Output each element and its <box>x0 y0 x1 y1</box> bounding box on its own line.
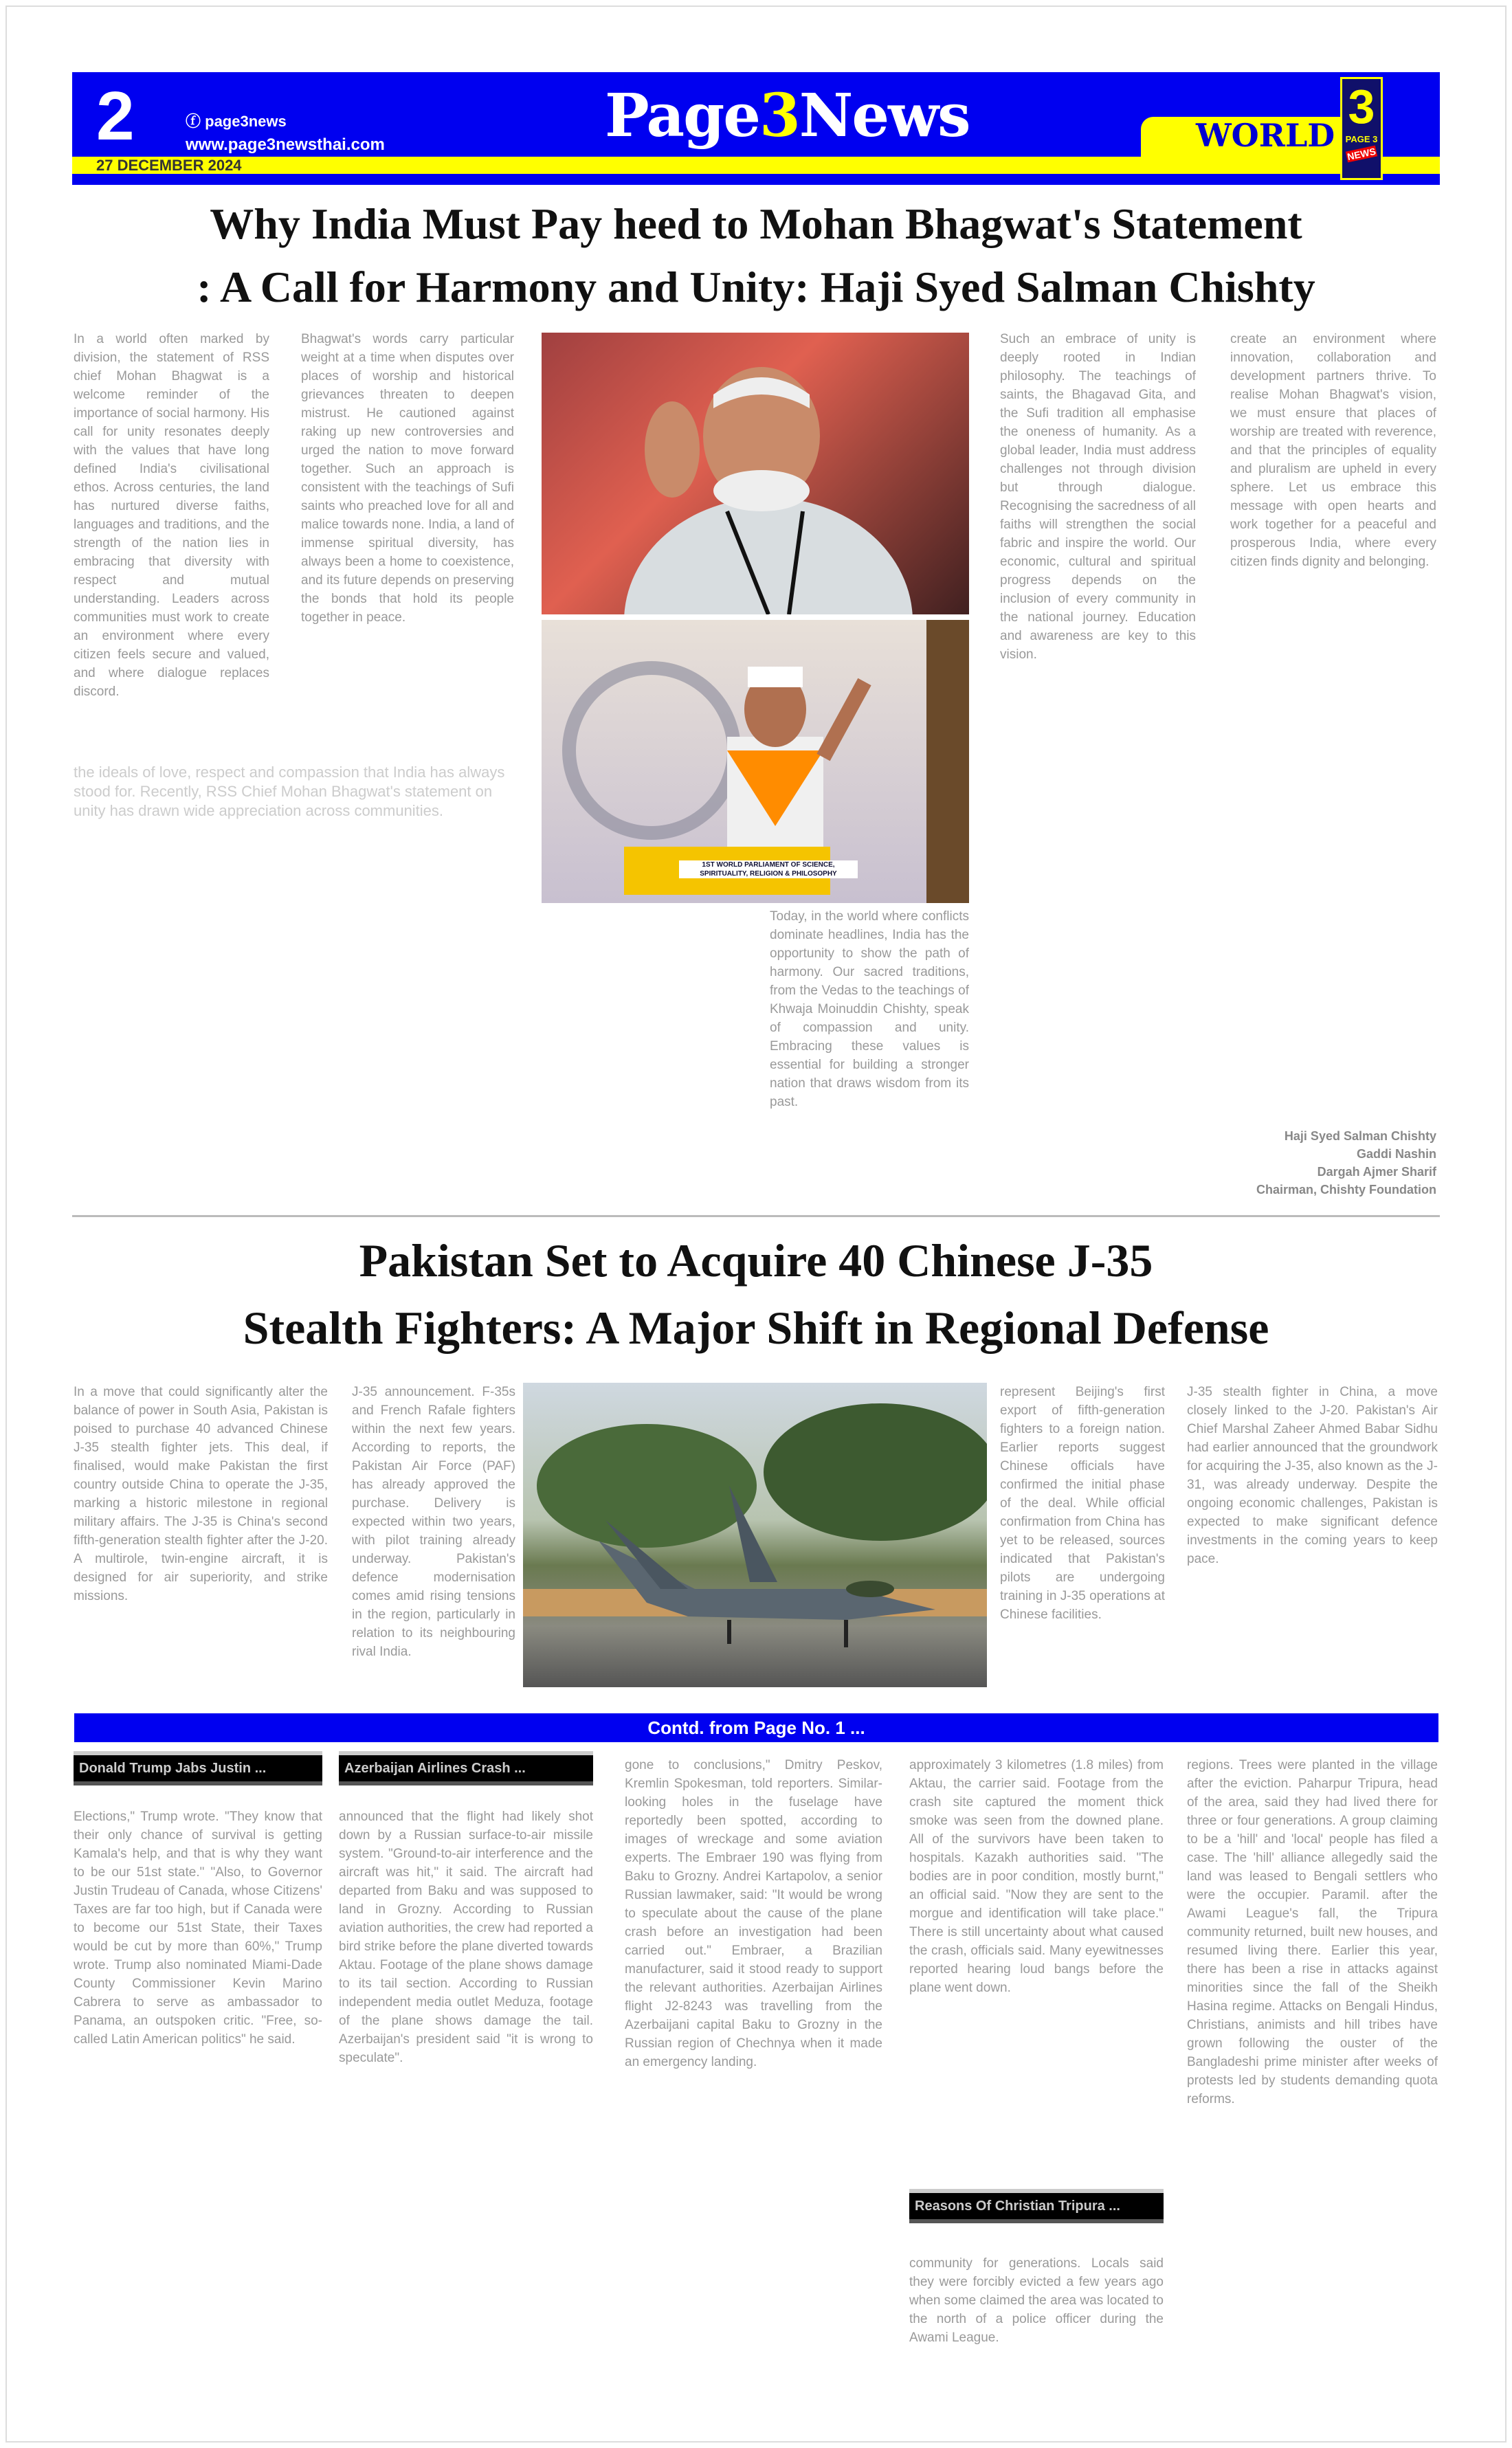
facebook-icon: ⓕ <box>186 113 205 130</box>
article1-column-1: In a world often marked by division, the statement of RSS chief Mohan Bhagwat is a welcome reminder of the importance of social harmony. His call for unity resonates deeply with the values that have long defined India's civilisational ethos. Across centuries, the land has nurtured diverse faiths, languages and traditions, and the strength of the nation lies in embracing that diversity with respect and mutual understanding. Leaders across communities must work to create an environment where every citizen feels secure and valued, and where dialogue replaces discord. <box>74 332 269 699</box>
article1-column-2: Bhagwat's words carry particular weight at a time when disputes over places of worship and historical grievances threaten to deepen mistrust. He cautioned against raking up new controversies and urged the nation to move forward together. Such an approach is consistent with the teachings of Sufi saints who preached love for all and malice towards none. India, a land of immense spiritual diversity, has always been a home to coexistence, and its future depends on preserving the bonds that hold its people together in peace. <box>301 332 514 625</box>
author-signature: Haji Syed Salman Chishty Gaddi Nashin Dargah Ajmer Sharif Chairman, Chishty Foundation <box>1256 1129 1436 1197</box>
article1-headline: Why India Must Pay heed to Mohan Bhagwat's Statement : A Call for Harmony and Unity: Haji Syed Salman Chishty <box>197 199 1315 311</box>
continued-column-3: gone to conclusions," Dmitry Peskov, Kremlin Spokesman, told reporters. Similar-looking holes in the fuselage have reportedly been spotted, according to images of wreckage and some aviation experts. The Embraer 190 was flying from Baku to Grozny. Andrei Kartapolov, a senior Russian lawmaker, said: "It would be wrong to speculate about the cause of the plane crash before an investigation had been carried out." Embraer, a Brazilian manufacturer, said it stood ready to support the relevant authorities. Azerbaijan Airlines flight J2-8243 was travelling from the Azerbaijani capital Baku to Grozny in the Russian region of Chechnya when it made an emergency landing. <box>625 1758 882 2069</box>
article2-column-2: J-35 announcement. F-35s and French Rafale fighters within the next few years. According to reports, the Pakistan Air Force (PAF) has already approved the purchase. Delivery is expected within two years, with pilot training already underway. Pakistan's defence modernisation comes amid rising tensions in the region, particularly in relation to its neighbouring rival India. <box>352 1385 515 1659</box>
story-title-trump: Donald Trump Jabs Justin ... <box>74 1751 322 1785</box>
issue-date: 27 DECEMBER 2024 <box>96 157 242 174</box>
section-label: WORLD <box>1196 117 1335 154</box>
facebook-handle: page3news <box>205 113 287 130</box>
article2-column-4: J-35 stealth fighter in China, a move closely linked to the J-20. Pakistan's Air Chief Marshal Zaheer Ahmed Babar Sidhu had earlier announced that the groundwork for acquiring the J-35, also known as the J-31, was already underway. Despite the ongoing economic challenges, Pakistan is expected to make significant defence investments in the coming years to keep pace. <box>1187 1385 1438 1566</box>
page-number: 2 <box>96 78 135 155</box>
article2-column-1: In a move that could significantly alter the balance of power in South Asia, Pakistan is poised to purchase 40 advanced Chinese J-35 stealth fighter jets. This deal, if finalised, would make Pakistan the first country outside China to operate the J-35, marking a historic milestone in regional military affairs. The J-35 is China's second fifth-generation stealth fighter after the J-20. A multirole, twin-engine aircraft, it is designed for air superiority, and strike missions. <box>74 1385 328 1603</box>
article2-column-3: represent Beijing's first export of fifth-generation fighters to a foreign nation. Earlier reports suggest Chinese officials have confirmed the initial phase of the deal. While official confirmation from China has yet to be released, sources indicated that Pakistan's pilots are undergoing training in J-35 operations at Chinese facilities. <box>1000 1385 1165 1622</box>
photo-mohan-bhagwat <box>542 333 969 614</box>
article1-column-5: create an environment where innovation, collaboration and development partners thrive. To realise Mohan Bhagwat's vision, we must ensure that places of worship are treated with reverence, and that the principles of equality and pluralism are upheld in every sphere. Let us embrace this message with open hearts and work together for a peaceful and prosperous India, where every citizen finds dignity and belonging. <box>1230 332 1436 569</box>
newspaper-logo: Page3News <box>605 81 970 151</box>
page3-badge-logo: 3 PAGE 3 NEWS <box>1340 77 1383 180</box>
website-link[interactable]: www.page3newsthai.com <box>186 135 385 154</box>
photo-j35-fighter-jet <box>523 1383 987 1687</box>
masthead-rule <box>72 181 1440 185</box>
event-banner: 1ST WORLD PARLIAMENT OF SCIENCE, SPIRITUALITY, RELIGION & PHILOSOPHY <box>679 860 858 878</box>
article1-column-4: Such an embrace of unity is deeply rooted in Indian philosophy. The teachings of saints, the Bhagavad Gita, and the Sufi tradition all emphasise the oneness of humanity. As a global leader, India must address challenges not through division but through dialogue. Recognising the sacredness of all faiths will strengthen the social fabric and inspire the world. Our economic, cultural and spiritual progress depends on the inclusion of every community in the national journey. Education and awareness are key to this vision. <box>1000 332 1196 662</box>
article2-headline: Pakistan Set to Acquire 40 Chinese J-35 Stealth Fighters: A Major Shift in Regional Defense <box>243 1234 1269 1354</box>
continued-from-page-1-banner: Contd. from Page No. 1 ... <box>74 1713 1438 1742</box>
continued-column-4: approximately 3 kilometres (1.8 miles) from Aktau, the carrier said. Footage from the crash site captured the moment thick smoke was seen from the downed plane. All of the survivors have been taken to hospitals. Kazakh authorities said. "The bodies are in poor condition, mostly burnt," an official said. "Now they are sent to the morgue and identification will take place." There is still uncertainty about what caused the crash, officials said. Many eyewitnesses reported hearing loud bangs before the plane went down. <box>909 1758 1164 1995</box>
story-title-azerbaijan: Azerbaijan Airlines Crash ... <box>339 1751 593 1785</box>
continued-column-4b: community for generations. Locals said they were forcibly evicted a few years ago when some claimed the area was located to the north of a police officer during the Awami League. <box>909 2256 1164 2345</box>
continued-column-1: Elections," Trump wrote. "They know that their only chance of survival is getting Kamala's help, and that is why they want to be our 51st state." "Also, to Governor Justin Trudeau of Canada, whose Citizens' Taxes are far too high, but if Canada were to become our 51st State, their Taxes would be cut by more than 60%," Trump wrote. Trump also nominated Miami-Dade County Commissioner Kevin Marino Cabrera to serve as ambassador to Panama, an outspoken critic. "Free, so-called Latin American politics" he said. <box>74 1810 322 2047</box>
continued-column-5: regions. Trees were planted in the village after the eviction. Paharpur Tripura, head of the area, said they had lived there for three or four generations. A group claiming to be a 'hill' and 'local' people has filed a case. The 'hill' alliance allegedly said the land was leased to Bengali settlers who were the occupier. Paramil. after the Awami League's fall, the Tripura community returned, built new houses, and resumed living there. Earlier this year, there has been a rise in attacks against minorities since the fall of the Sheikh Hasina regime. Attacks on Bengali Hindus, Christians, animists and hill tribes have grown following the ouster of the Bangladeshi prime minister after weeks of protests led by students demanding quota reforms. <box>1187 1758 1438 2106</box>
section-divider <box>72 1215 1440 1217</box>
facebook-link[interactable] <box>186 110 287 131</box>
photo-salman-chishty <box>542 620 969 903</box>
article1-column-3: Today, in the world where conflicts dominate headlines, India has the opportunity to show the path of harmony. Our sacred traditions, from the Vedas to the teachings of Khwaja Moinuddin Chishty, speak of compassion and unity. Embracing these values is essential for building a stronger nation that draws wisdom from its past. <box>770 909 969 1109</box>
scan-ghost-text: the ideals of love, respect and compassion that India has always stood for. Recently, RSS Chief Mohan Bhagwat's statement on unity has drawn wide appreciation across communities. <box>74 764 505 819</box>
story-title-tripura: Reasons Of Christian Tripura ... <box>909 2189 1164 2223</box>
continued-column-2: announced that the flight had likely shot down by a Russian surface-to-air missile system. "Ground-to-air interference and the aircraft was hit," it said. The aircraft had departed from Baku and was supposed to land in Grozny. According to Russian aviation authorities, the crew had reported a bird strike before the plane diverted towards Aktau. Footage of the plane shows damage to its tail section. According to Russian independent media outlet Meduza, footage of the plane shows damage the tail. Azerbaijan's president said "it is wrong to speculate". <box>339 1810 593 2065</box>
